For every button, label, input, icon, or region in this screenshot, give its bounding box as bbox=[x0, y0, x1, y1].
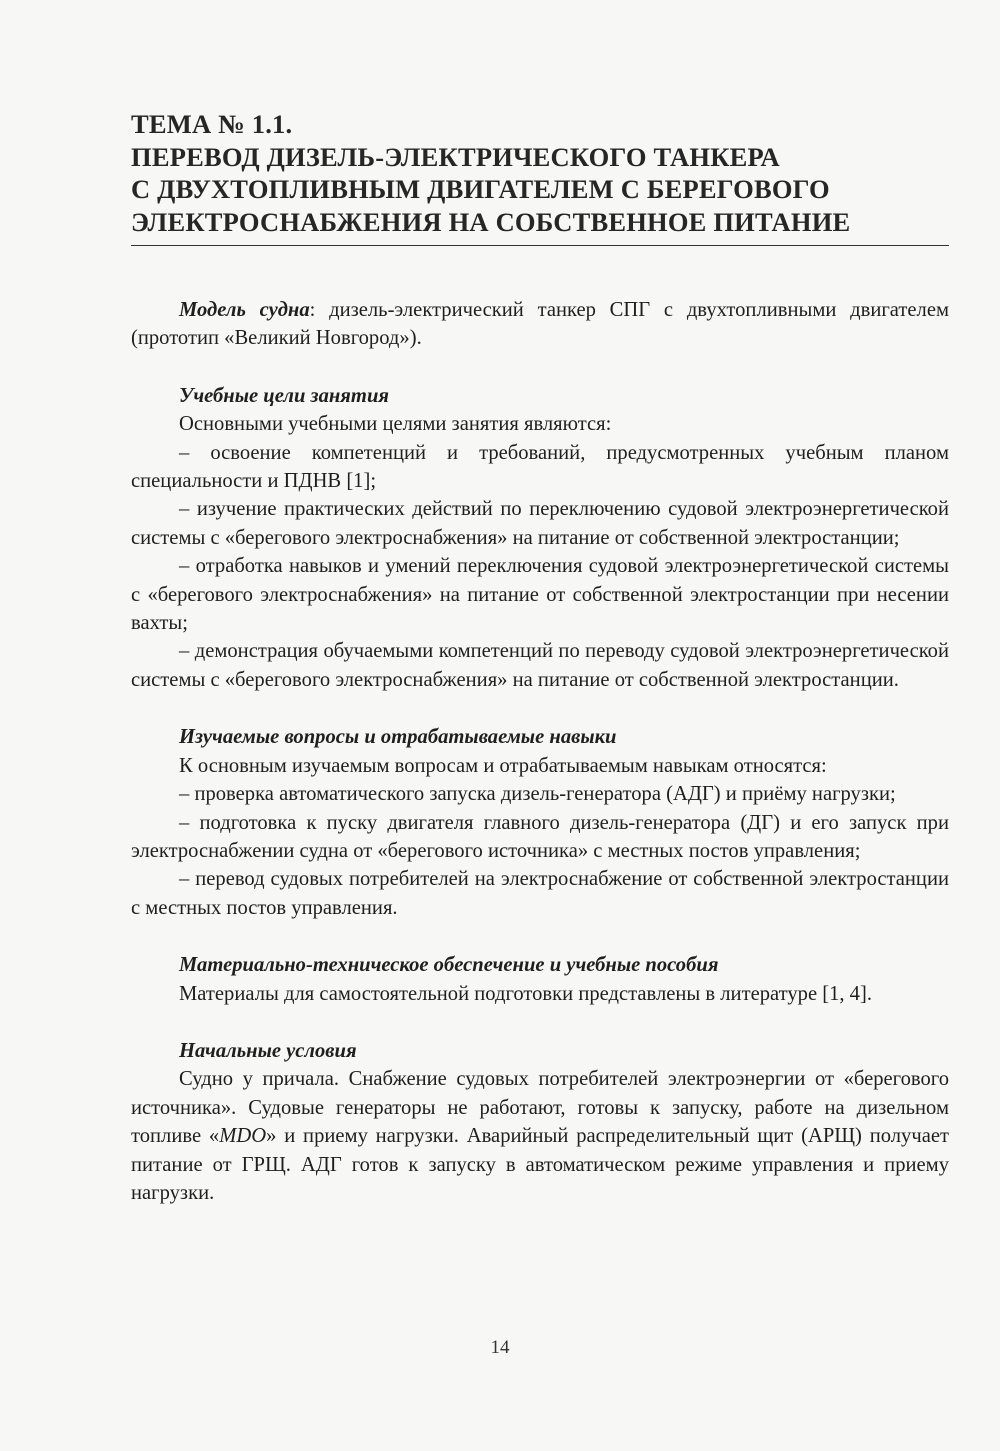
fuel-type: MDO bbox=[219, 1125, 267, 1148]
title-line: ТЕМА № 1.1. bbox=[131, 109, 293, 139]
initial-heading: Начальные условия bbox=[179, 1039, 357, 1062]
model-text: : дизель-электрический танкер СПГ с двухтопливными двигателем (прототип «Великий Новгород»). bbox=[131, 299, 950, 350]
topic-title bbox=[131, 108, 948, 238]
goals-intro: Основными учебными целями занятия являются: bbox=[179, 413, 612, 436]
model-paragraph bbox=[131, 296, 949, 353]
initial-text-part: » и приему нагрузки. Аварийный распределительный щит (АРЩ) получает питание от ГРЩ. АДГ готов к запуску в автоматическом режиме управления и приему нагрузки. bbox=[131, 1125, 949, 1204]
goals-item: – демонстрация обучаемыми компетенций по переводу судовой электроэнергетической системы с «берегового электроснабжения» на питание от собственной электростанции. bbox=[131, 640, 949, 691]
skills-heading: Изучаемые вопросы и отрабатываемые навыки bbox=[179, 726, 617, 749]
goals-item: – отработка навыков и умений переключения судовой электроэнергетической системы с «берегового электроснабжения» на питание от собственной электростанции при несении вахты; bbox=[131, 555, 949, 635]
materials-heading: Материально-техническое обеспечение и учебные пособия bbox=[179, 954, 719, 977]
title-line: С ДВУХТОПЛИВНЫМ ДВИГАТЕЛЕМ С БЕРЕГОВОГО bbox=[131, 174, 830, 204]
goals-item: – освоение компетенций и требований, предусмотренных учебным планом специальности и ПДНВ [1]; bbox=[131, 441, 949, 493]
materials-text: Материалы для самостоятельной подготовки представлены в литературе [1, 4]. bbox=[179, 982, 872, 1005]
title-line: ЭЛЕКТРОСНАБЖЕНИЯ НА СОБСТВЕННОЕ ПИТАНИЕ bbox=[131, 206, 851, 237]
skills-item: – перевод судовых потребителей на электроснабжение от собственной электростанции с местных постов управления. bbox=[131, 868, 949, 919]
initial-text bbox=[131, 1065, 949, 1207]
page-number: 14 bbox=[490, 1337, 510, 1358]
goals-heading: Учебные цели занятия bbox=[179, 384, 389, 407]
initial-text-part: Судно у причала. Снабжение судовых потребителей электроэнергии от «берегового источника». Судовые генераторы не работают, готовы к запуску, работе на дизельном топливе « bbox=[131, 1068, 949, 1148]
skills-item: – проверка автоматического запуска дизель-генератора (АДГ) и приёму нагрузки; bbox=[179, 783, 896, 806]
document-body bbox=[131, 296, 949, 1207]
skills-item: – подготовка к пуску двигателя главного дизель-генератора (ДГ) и его запуск при электроснабжении судна от «берегового источника» с местных постов управления; bbox=[131, 811, 949, 862]
title-line: ПЕРЕВОД ДИЗЕЛЬ-ЭЛЕКТРИЧЕСКОГО ТАНКЕРА bbox=[131, 141, 780, 172]
model-label: Модель судна bbox=[179, 299, 310, 321]
skills-intro: К основным изучаемым вопросам и отрабатываемым навыкам относятся: bbox=[179, 754, 827, 777]
title-divider bbox=[131, 245, 949, 246]
goals-item: – изучение практических действий по переключению судовой электроэнергетической системы с «берегового электроснабжения» на питание от собственной электростанции; bbox=[131, 498, 949, 549]
